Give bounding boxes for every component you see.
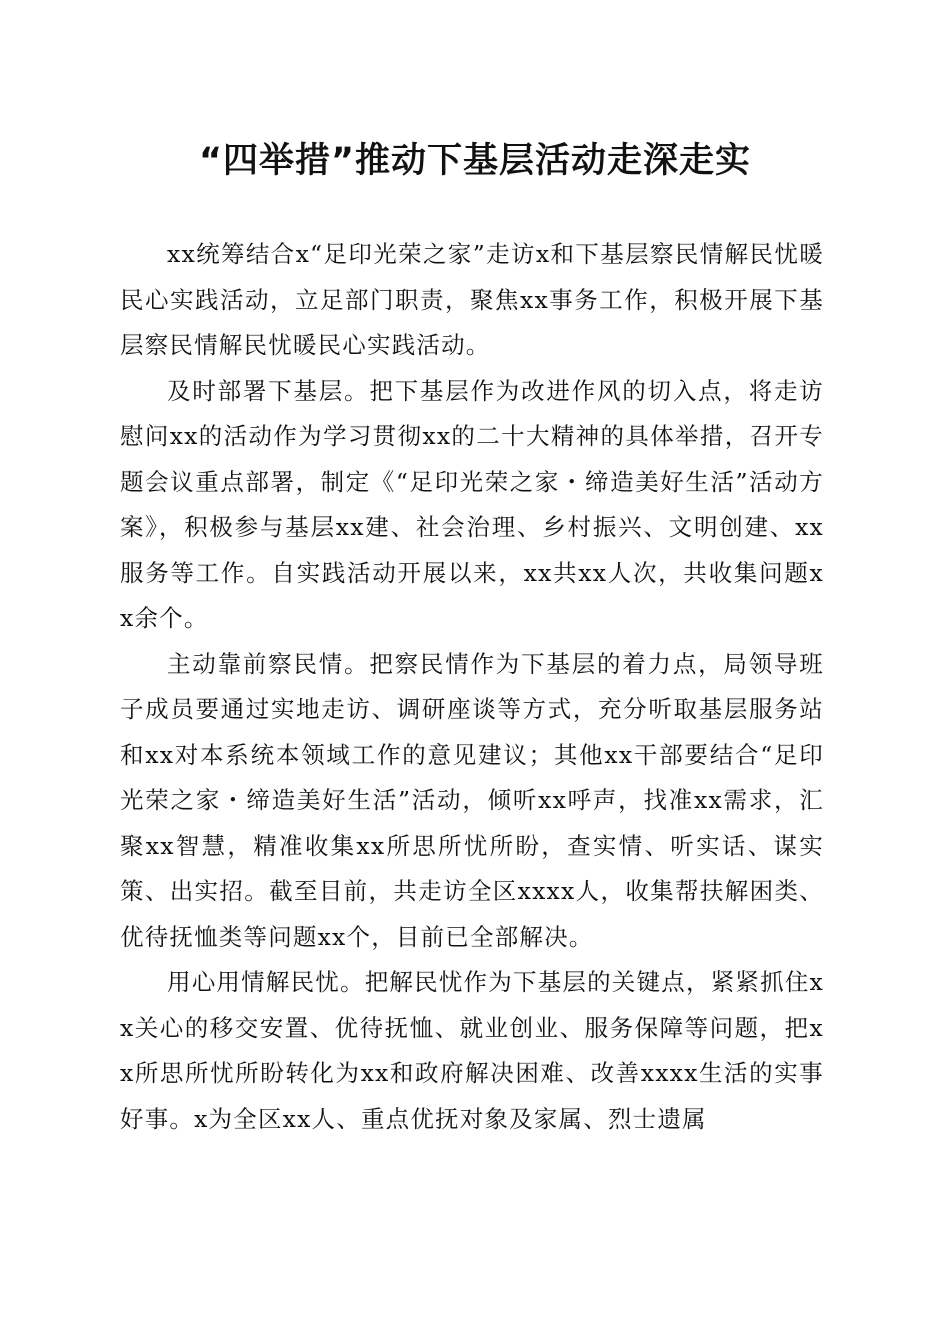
document-body bbox=[120, 232, 824, 1142]
paragraph-deploy: 及时部署下基层。把下基层作为改进作风的切入点，将走访慰问xx的活动作为学习贯彻xx的二十大精神的具体举措，召开专题会议重点部署，制定《“足印光荣之家・缔造美好生活”活动方案》，积极参与基层xx建、社会治理、乡村振兴、文明创建、xx服务等工作。自实践活动开展以来，xx共xx人次，共收集问题xx余个。 bbox=[120, 376, 824, 632]
document-title: “四举措”推动下基层活动走深走实 bbox=[198, 141, 751, 181]
paragraph-resolve: 用心用情解民忧。把解民忧作为下基层的关键点，紧紧抓住xx关心的移交安置、优待抚恤、就业创业、服务保障等问题，把xx所思所忧所盼转化为xx和政府解决困难、改善xxxx生活的实事好事。x为全区xx人、重点优抚对象及家属、烈士遗属 bbox=[120, 968, 824, 1133]
paragraph-intro: xx统筹结合x“足印光荣之家”走访x和下基层察民情解民忧暖民心实践活动，立足部门职责，聚焦xx事务工作，积极开展下基层察民情解民忧暖民心实践活动。 bbox=[120, 240, 824, 359]
paragraph-observe: 主动靠前察民情。把察民情作为下基层的着力点，局领导班子成员要通过实地走访、调研座谈等方式，充分听取基层服务站和xx对本系统本领域工作的意见建议；其他xx干部要结合“足印光荣之家・缔造美好生活”活动，倾听xx呼声，找准xx需求，汇聚xx智慧，精准收集xx所思所忧所盼，查实情、听实话、谋实策、出实招。截至目前，共走访全区xxxx人，收集帮扶解困类、优待抚恤类等问题xx个，目前已全部解决。 bbox=[120, 649, 824, 951]
